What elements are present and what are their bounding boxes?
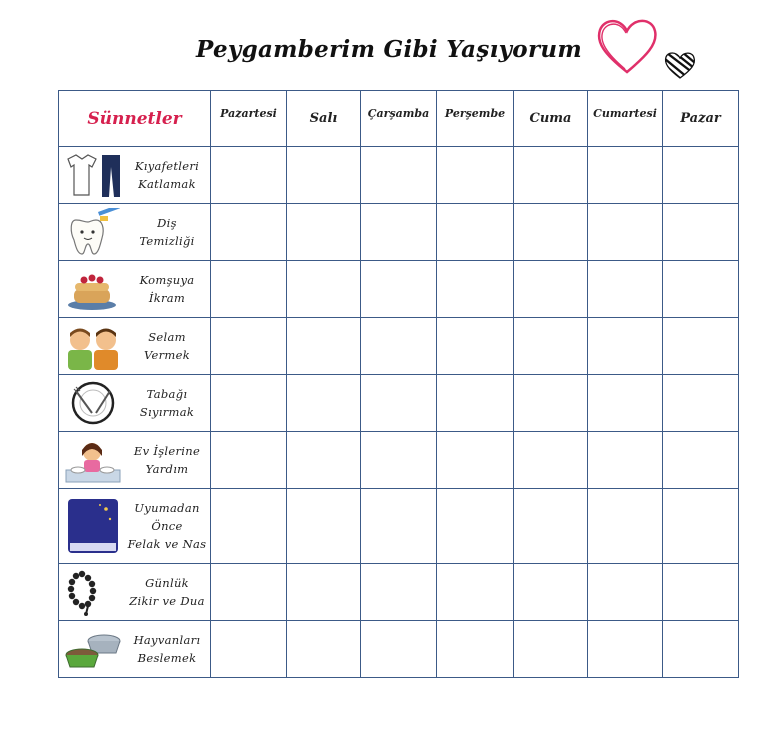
table-row xyxy=(59,375,739,432)
activity-label: Selam Vermek xyxy=(143,330,191,362)
checkbox-cell[interactable] xyxy=(663,621,739,678)
checkbox-cell[interactable] xyxy=(287,204,361,261)
clothes-icon xyxy=(62,151,124,199)
checkbox-cell[interactable] xyxy=(514,318,588,375)
pancakes-icon xyxy=(62,265,124,313)
table-row xyxy=(59,318,739,375)
activity-cell xyxy=(59,261,211,318)
day-header-cumartesi: Cumartesi xyxy=(588,91,663,147)
pet-bowls-icon xyxy=(62,625,124,673)
checkbox-cell[interactable] xyxy=(514,147,588,204)
activity-label: Hayvanları Beslemek xyxy=(133,633,201,665)
checkbox-cell[interactable] xyxy=(588,489,663,564)
heart-outline-icon xyxy=(594,14,660,76)
day-header-pazar: Pazar xyxy=(663,91,739,147)
checkbox-cell[interactable] xyxy=(361,564,437,621)
header-row xyxy=(59,91,739,147)
table-row xyxy=(59,621,739,678)
checkbox-cell[interactable] xyxy=(663,318,739,375)
day-header-sali: Salı xyxy=(287,91,361,147)
activity-cell xyxy=(59,375,211,432)
checkbox-cell[interactable] xyxy=(287,564,361,621)
checkbox-cell[interactable] xyxy=(588,432,663,489)
checkbox-cell[interactable] xyxy=(361,621,437,678)
table-row xyxy=(59,489,739,564)
checkbox-cell[interactable] xyxy=(588,318,663,375)
activity-cell xyxy=(59,564,211,621)
checkbox-cell[interactable] xyxy=(361,204,437,261)
checkbox-cell[interactable] xyxy=(663,489,739,564)
kids-icon xyxy=(62,322,124,370)
checkbox-cell[interactable] xyxy=(211,147,287,204)
striped-heart-icon xyxy=(663,50,697,80)
activity-label: Diş Temizliği xyxy=(139,216,195,248)
checkbox-cell[interactable] xyxy=(588,564,663,621)
checkbox-cell[interactable] xyxy=(663,432,739,489)
checkbox-cell[interactable] xyxy=(361,375,437,432)
checkbox-cell[interactable] xyxy=(211,375,287,432)
checkbox-cell[interactable] xyxy=(588,147,663,204)
day-header-cuma: Cuma xyxy=(514,91,588,147)
checkbox-cell[interactable] xyxy=(588,204,663,261)
activity-label: Tabağı Sıyırmak xyxy=(139,387,195,419)
checkbox-cell[interactable] xyxy=(437,261,514,318)
prayer-beads-icon xyxy=(62,568,124,616)
checkbox-cell[interactable] xyxy=(437,375,514,432)
day-header-persembe: Perşembe xyxy=(437,91,514,147)
checkbox-cell[interactable] xyxy=(514,564,588,621)
checkbox-cell[interactable] xyxy=(287,318,361,375)
activity-cell xyxy=(59,489,211,564)
checkbox-cell[interactable] xyxy=(211,204,287,261)
checkbox-cell[interactable] xyxy=(514,621,588,678)
checkbox-cell[interactable] xyxy=(361,432,437,489)
checkbox-cell[interactable] xyxy=(663,564,739,621)
table-row xyxy=(59,147,739,204)
checkbox-cell[interactable] xyxy=(514,489,588,564)
table-row xyxy=(59,204,739,261)
checkbox-cell[interactable] xyxy=(588,375,663,432)
checkbox-cell[interactable] xyxy=(287,432,361,489)
checkbox-cell[interactable] xyxy=(514,204,588,261)
checkbox-cell[interactable] xyxy=(437,318,514,375)
checkbox-cell[interactable] xyxy=(514,432,588,489)
activity-label: Ev İşlerine Yardım xyxy=(133,444,201,476)
checkbox-cell[interactable] xyxy=(211,621,287,678)
activity-label: Günlük Zikir ve Dua xyxy=(129,576,205,608)
checkbox-cell[interactable] xyxy=(437,204,514,261)
checkbox-cell[interactable] xyxy=(287,261,361,318)
checkbox-cell[interactable] xyxy=(287,621,361,678)
checkbox-cell[interactable] xyxy=(437,489,514,564)
activity-cell xyxy=(59,204,211,261)
activity-cell xyxy=(59,621,211,678)
checkbox-cell[interactable] xyxy=(588,261,663,318)
checkbox-cell[interactable] xyxy=(361,489,437,564)
dishwashing-girl-icon xyxy=(62,436,124,484)
checkbox-cell[interactable] xyxy=(588,621,663,678)
checkbox-cell[interactable] xyxy=(437,147,514,204)
activity-cell xyxy=(59,432,211,489)
checkbox-cell[interactable] xyxy=(437,564,514,621)
habit-chart-table xyxy=(58,90,739,678)
checkbox-cell[interactable] xyxy=(211,564,287,621)
checkbox-cell[interactable] xyxy=(287,489,361,564)
table-row xyxy=(59,564,739,621)
table-row xyxy=(59,432,739,489)
checkbox-cell[interactable] xyxy=(361,147,437,204)
checkbox-cell[interactable] xyxy=(361,318,437,375)
table-row xyxy=(59,261,739,318)
activity-label: Uyumadan Önce Felak ve Nas xyxy=(127,501,207,551)
checkbox-cell[interactable] xyxy=(514,261,588,318)
activity-label: Komşuya İkram xyxy=(139,273,195,305)
checkbox-cell[interactable] xyxy=(287,147,361,204)
checkbox-cell[interactable] xyxy=(437,621,514,678)
checkbox-cell[interactable] xyxy=(663,204,739,261)
checkbox-cell[interactable] xyxy=(361,261,437,318)
activity-label: Kıyafetleri Katlamak xyxy=(134,159,200,191)
checkbox-cell[interactable] xyxy=(663,375,739,432)
checkbox-cell[interactable] xyxy=(663,147,739,204)
checkbox-cell[interactable] xyxy=(211,432,287,489)
checkbox-cell[interactable] xyxy=(211,261,287,318)
sunnetler-header: Sünnetler xyxy=(59,91,211,147)
checkbox-cell[interactable] xyxy=(663,261,739,318)
plate-icon xyxy=(62,379,124,427)
checkbox-cell[interactable] xyxy=(211,318,287,375)
checkbox-cell[interactable] xyxy=(437,432,514,489)
day-header-pazartesi: Pazartesi xyxy=(211,91,287,147)
checkbox-cell[interactable] xyxy=(514,375,588,432)
tooth-icon xyxy=(62,208,124,256)
activity-cell xyxy=(59,318,211,375)
checkbox-cell[interactable] xyxy=(211,489,287,564)
day-header-carsamba: Çarşamba xyxy=(361,91,437,147)
page-title: Peygamberim Gibi Yaşıyorum xyxy=(196,36,583,63)
checkbox-cell[interactable] xyxy=(287,375,361,432)
moon-book-icon xyxy=(62,495,124,557)
activity-cell xyxy=(59,147,211,204)
